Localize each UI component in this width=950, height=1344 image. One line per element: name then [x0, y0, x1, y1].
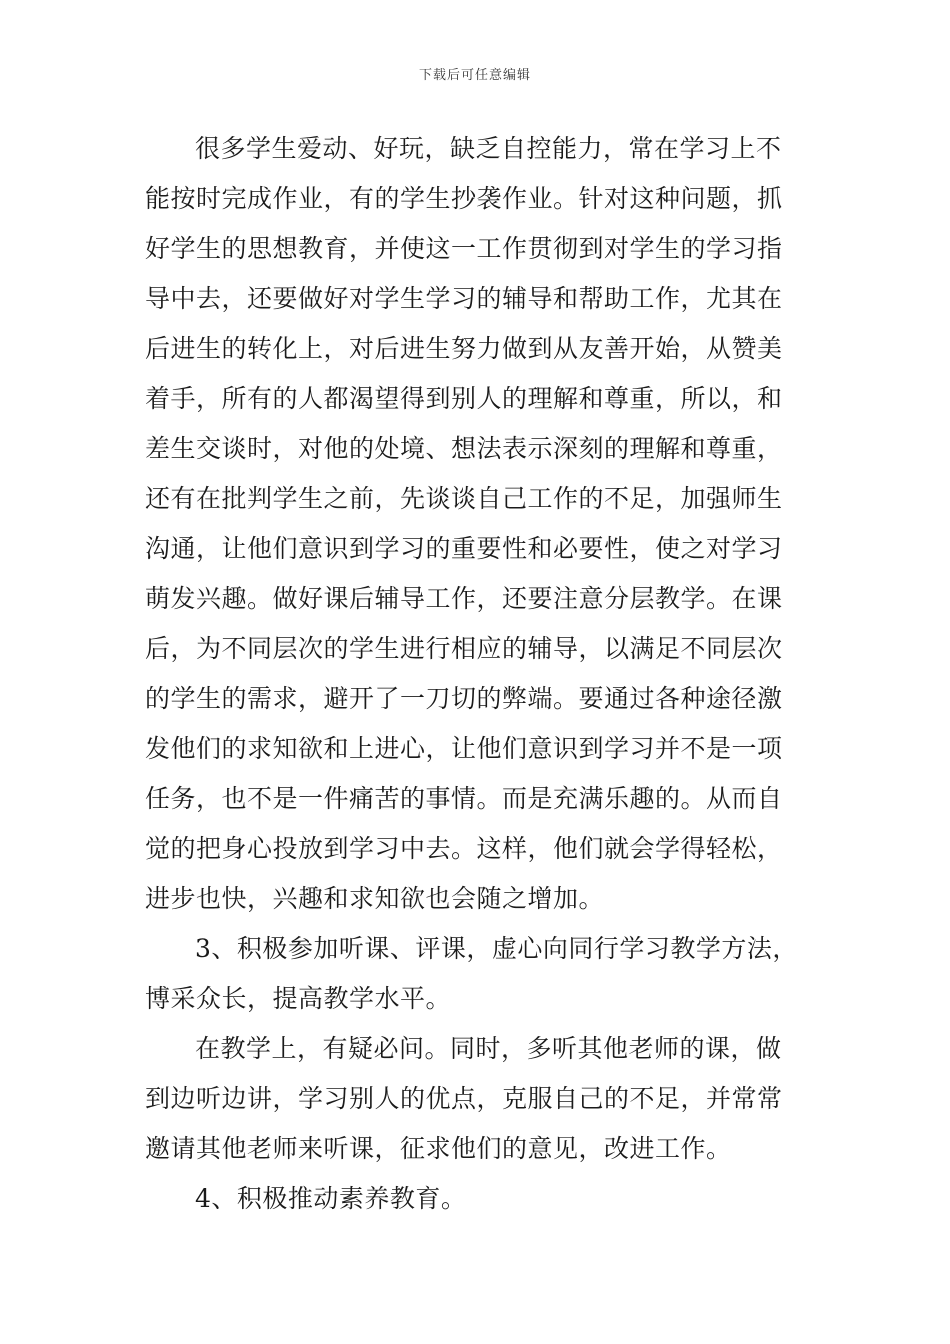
text-line: 着手，所有的人都渴望得到别人的理解和尊重，所以，和: [145, 384, 783, 413]
text-line: 3、积极参加听课、评课，虚心向同行学习教学方法，: [195, 934, 798, 963]
text-line: 后，为不同层次的学生进行相应的辅导，以满足不同层次: [145, 634, 783, 663]
text-line: 导中去，还要做好对学生学习的辅导和帮助工作，尤其在: [145, 284, 783, 313]
text-line: 能按时完成作业，有的学生抄袭作业。针对这种问题，抓: [145, 184, 783, 213]
text-line: 后进生的转化上，对后进生努力做到从友善开始，从赞美: [145, 334, 783, 363]
text-line: 沟通，让他们意识到学习的重要性和必要性，使之对学习: [145, 534, 783, 563]
text-line: 4、积极推动素养教育。: [195, 1184, 467, 1213]
text-line: 到边听边讲，学习别人的优点，克服自己的不足，并常常: [145, 1084, 783, 1113]
text-line: 博采众长，提高教学水平。: [145, 984, 452, 1013]
text-line: 好学生的思想教育，并使这一工作贯彻到对学生的学习指: [145, 234, 783, 263]
text-line: 进步也快，兴趣和求知欲也会随之增加。: [145, 884, 605, 913]
paragraph: [145, 1174, 807, 1224]
document-body: [145, 124, 807, 1224]
text-line: 在教学上，有疑必问。同时，多听其他老师的课，做: [195, 1034, 782, 1063]
page-header: 下载后可任意编辑: [418, 68, 531, 83]
paragraph: [145, 924, 807, 1024]
text-line: 发他们的求知欲和上进心，让他们意识到学习并不是一项: [145, 734, 783, 763]
text-line: 觉的把身心投放到学习中去。这样，他们就会学得轻松，: [145, 834, 783, 863]
paragraph: [145, 124, 807, 924]
text-line: 任务，也不是一件痛苦的事情。而是充满乐趣的。从而自: [145, 784, 783, 813]
text-line: 很多学生爱动、好玩，缺乏自控能力，常在学习上不: [195, 134, 782, 163]
text-line: 邀请其他老师来听课，征求他们的意见，改进工作。: [145, 1134, 732, 1163]
text-line: 还有在批判学生之前，先谈谈自己工作的不足，加强师生: [145, 484, 783, 513]
text-line: 的学生的需求，避开了一刀切的弊端。要通过各种途径激: [145, 684, 783, 713]
text-line: 差生交谈时，对他的处境、想法表示深刻的理解和尊重，: [145, 434, 783, 463]
text-line: 萌发兴趣。做好课后辅导工作，还要注意分层教学。在课: [145, 584, 783, 613]
paragraph: [145, 1024, 807, 1174]
